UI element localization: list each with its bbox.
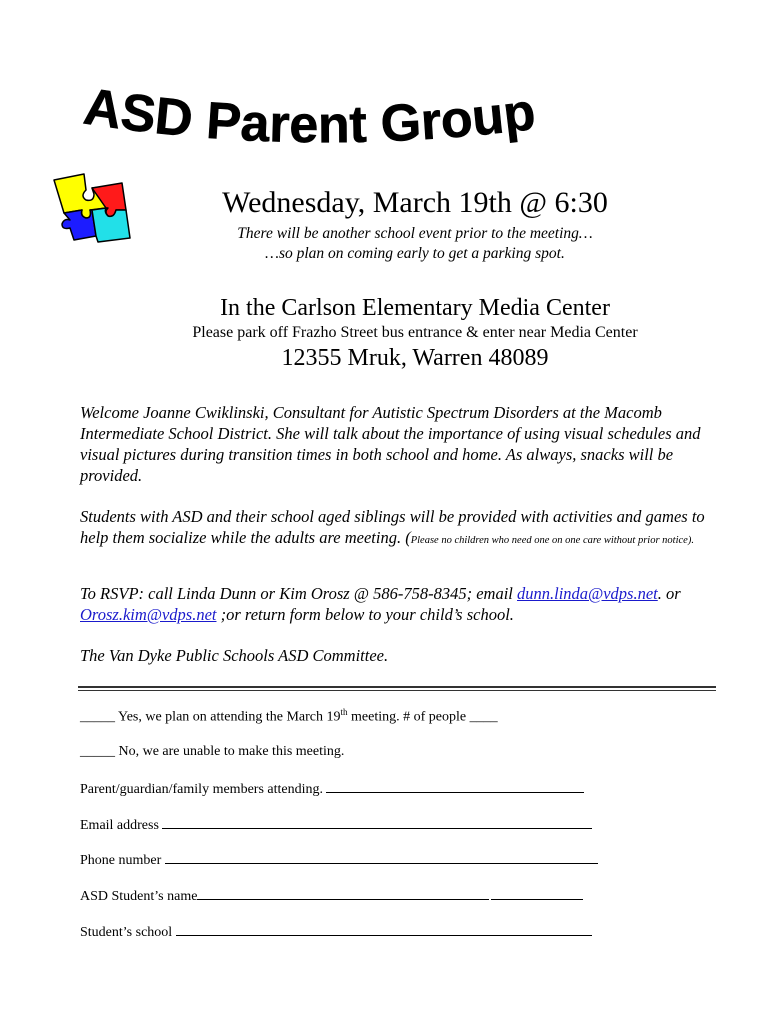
attending-sup: th	[340, 707, 348, 717]
students-text: Students with ASD and their school aged siblings will be provided with activities and games to help them socialize while the adults are meeting. (	[80, 507, 705, 547]
rsvp-connector: . or	[657, 584, 681, 603]
student-name-field[interactable]	[197, 887, 489, 900]
meeting-date-time: Wednesday, March 19th @ 6:30	[222, 186, 608, 219]
form-school	[80, 923, 592, 941]
welcome-paragraph: Welcome Joanne Cwiklinski, Consultant for Autistic Spectrum Disorders at the Macomb Intermediate School District. She will talk about the importance of using visual schedules and visual pictures during transition times in both school and home. As always, snacks will be provided.	[80, 403, 701, 485]
title	[62, 68, 682, 168]
title-text: ASD Parent Group	[80, 77, 539, 155]
email-field[interactable]	[162, 816, 592, 829]
rsvp-paragraph	[80, 583, 720, 625]
email-link-orosz[interactable]: Orosz.kim@vdps.net	[80, 605, 217, 624]
students-paragraph	[80, 506, 720, 551]
attending-suffix: meeting. # of people ____	[347, 709, 498, 725]
school-label: Student’s school	[80, 925, 173, 940]
email-label: Email address	[80, 818, 159, 833]
venue: In the Carlson Elementary Media Center	[220, 295, 610, 321]
family-field[interactable]	[326, 780, 584, 793]
students-note: Please no children who need one on one care without prior notice).	[410, 535, 694, 546]
event-note-line-1: There will be another school event prior to the meeting…	[237, 225, 593, 242]
form-email	[80, 816, 592, 834]
divider-thin	[78, 690, 716, 691]
event-note-line-2: …so plan on coming early to get a parking spot.	[265, 245, 565, 262]
divider-thick	[78, 686, 716, 688]
form-not-attending[interactable]: _____ No, we are unable to make this meeting.	[80, 744, 345, 759]
rsvp-text: To RSVP: call Linda Dunn or Kim Orosz @ 586-758-8345; email	[80, 584, 518, 603]
student-grade-field[interactable]	[491, 887, 583, 900]
form-student-name	[80, 887, 583, 905]
form-family-members	[80, 780, 584, 798]
parking-instructions: Please park off Frazho Street bus entrance & enter near Media Center	[192, 324, 638, 341]
form-attending[interactable]	[80, 707, 498, 726]
student-name-label: ASD Student’s name	[80, 889, 198, 904]
form-phone	[80, 851, 598, 869]
phone-field[interactable]	[165, 851, 598, 864]
attending-prefix: _____ Yes, we plan on attending the March 19	[80, 709, 341, 725]
school-field[interactable]	[176, 923, 592, 936]
address: 12355 Mruk, Warren 48089	[281, 345, 549, 371]
committee-signature: The Van Dyke Public Schools ASD Committee.	[80, 646, 389, 665]
family-label: Parent/guardian/family members attending.	[80, 782, 323, 797]
rsvp-suffix: ;or return form below to your child’s school.	[216, 605, 514, 624]
phone-label: Phone number	[80, 853, 162, 868]
email-link-dunn[interactable]: dunn.linda@vdps.net	[517, 584, 658, 603]
